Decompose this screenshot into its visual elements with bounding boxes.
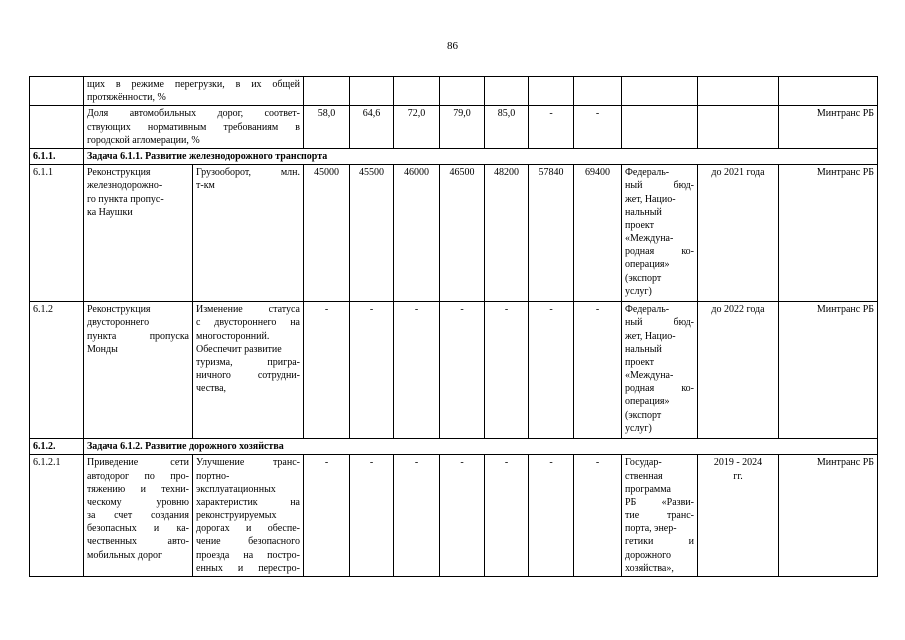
value-cell: 69400 xyxy=(574,165,622,302)
id-cell: 6.1.2.1 xyxy=(30,455,84,577)
value-cell: - xyxy=(529,106,574,149)
responsible-cell: Минтранс РБ xyxy=(779,165,878,302)
value-cell: - xyxy=(304,455,350,577)
value-cell: - xyxy=(485,302,529,439)
value-cell: 72,0 xyxy=(394,106,440,149)
section-id: 6.1.1. xyxy=(30,148,84,164)
page-number: 86 xyxy=(447,40,458,52)
value-cell: - xyxy=(485,455,529,577)
value-cell: - xyxy=(350,455,394,577)
value-cell: - xyxy=(394,455,440,577)
value-cell: 57840 xyxy=(529,165,574,302)
value-cell: 64,6 xyxy=(350,106,394,149)
responsible-cell: Минтранс РБ xyxy=(779,455,878,577)
section-header-row xyxy=(30,439,878,455)
table-row xyxy=(30,302,878,439)
value-cell: - xyxy=(574,455,622,577)
value-cell: 85,0 xyxy=(485,106,529,149)
source-cell: Государ- ственная программа РБ «Разви- тие транс- порта, энер- гетики и дорожного хозяйства», xyxy=(622,455,698,577)
indicator-cell: Доля автомобильных дорог, соответ- ствующих нормативным требованиям в городской агломерации, % xyxy=(84,106,304,149)
value-cell: 48200 xyxy=(485,165,529,302)
section-title: Задача 6.1.1. Развитие железнодорожного транспорта xyxy=(84,148,878,164)
term-cell: 2019 - 2024 гг. xyxy=(698,455,779,577)
table-row xyxy=(30,455,878,577)
measure-name-cell: Приведение сети автодорог по про- тяжению и техни- ческому уровню за счет создания безопасных и ка- чественных авто- мобильных дорог xyxy=(84,455,193,577)
value-cell: - xyxy=(529,455,574,577)
section-title: Задача 6.1.2. Развитие дорожного хозяйства xyxy=(84,439,878,455)
responsible-cell: Минтранс РБ xyxy=(779,302,878,439)
measure-name-cell: Реконструкция двустороннего пункта пропуска Монды xyxy=(84,302,193,439)
value-cell: 58,0 xyxy=(304,106,350,149)
measure-name-cell: Реконструкция железнодорожно- го пункта пропус- ка Наушки xyxy=(84,165,193,302)
source-cell: Федераль- ный бюд- жет, Нацио- нальный проект «Междуна- родная ко- операция» (экспорт услуг) xyxy=(622,302,698,439)
value-cell: - xyxy=(529,302,574,439)
source-cell xyxy=(622,106,698,149)
value-cell: - xyxy=(440,302,485,439)
value-cell: 46500 xyxy=(440,165,485,302)
term-cell: до 2021 года xyxy=(698,165,779,302)
indicator-cell: щих в режиме перегрузки, в их общей протяжённости, % xyxy=(84,77,304,106)
id-cell xyxy=(30,106,84,149)
value-cell: 79,0 xyxy=(440,106,485,149)
indicator-cell: Улучшение транс- портно- эксплуатационных характеристик на реконструируемых дорогах и обеспе- чение безопасного проезда на постро- енных и перестро- xyxy=(193,455,304,577)
id-cell xyxy=(30,77,84,106)
indicator-cell: Изменение статуса с двустороннего на многосторонний. Обеспечит развитие туризма, пригра- ничного сотрудни- чества, xyxy=(193,302,304,439)
responsible-cell: Минтранс РБ xyxy=(779,106,878,149)
value-cell: - xyxy=(304,302,350,439)
indicator-cell: Грузооборот, млн. т-км xyxy=(193,165,304,302)
measures-table xyxy=(29,76,878,577)
value-cell: 45000 xyxy=(304,165,350,302)
value-cell: 45500 xyxy=(350,165,394,302)
table-row xyxy=(30,77,878,106)
section-id: 6.1.2. xyxy=(30,439,84,455)
value-cell: - xyxy=(394,302,440,439)
value-cell: - xyxy=(574,106,622,149)
section-header-row xyxy=(30,148,878,164)
value-cell: - xyxy=(574,302,622,439)
table-row xyxy=(30,165,878,302)
value-cell: - xyxy=(350,302,394,439)
source-cell: Федераль- ный бюд- жет, Нацио- нальный проект «Междуна- родная ко- операция» (экспорт услуг) xyxy=(622,165,698,302)
id-cell: 6.1.1 xyxy=(30,165,84,302)
value-cell: - xyxy=(440,455,485,577)
value-cell: 46000 xyxy=(394,165,440,302)
term-cell xyxy=(698,106,779,149)
id-cell: 6.1.2 xyxy=(30,302,84,439)
term-cell: до 2022 года xyxy=(698,302,779,439)
table-row xyxy=(30,106,878,149)
